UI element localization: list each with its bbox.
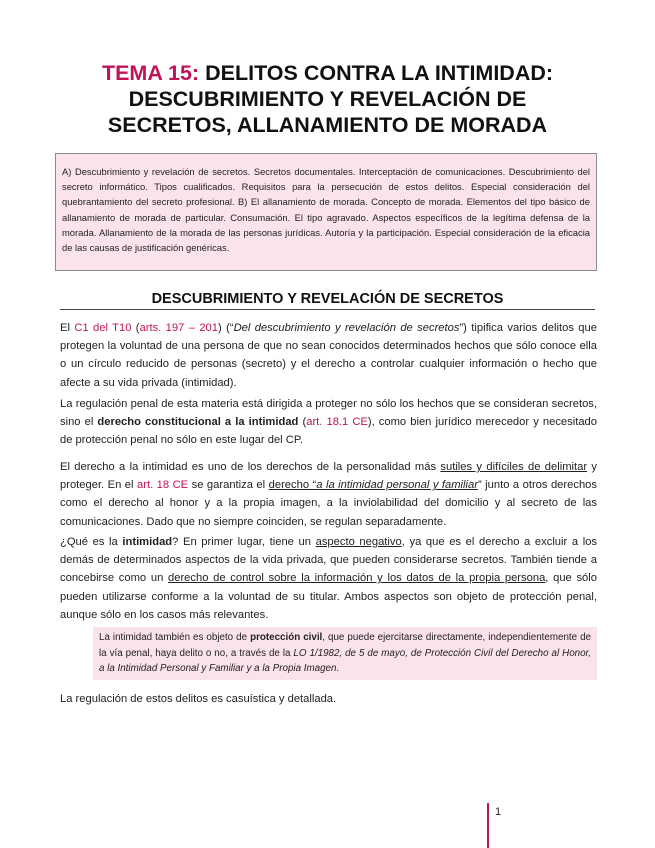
reference-chapter: C1 del T10 — [74, 322, 132, 334]
italic-phrase: a la intimidad personal y familiar — [316, 479, 478, 492]
key-term: protección civil — [250, 632, 323, 643]
page-number-rule — [487, 803, 489, 848]
page-number: 1 — [495, 806, 502, 818]
paragraph-1 — [60, 319, 597, 392]
civil-protection-note — [93, 627, 597, 680]
paragraph-3 — [60, 458, 597, 531]
underlined-phrase — [269, 479, 478, 491]
text: ( — [131, 322, 140, 334]
paragraph-5: La regulación de estos delitos es casuística y detallada. — [60, 693, 337, 705]
reference-article: art. 18 CE — [137, 479, 189, 492]
title-label: TEMA 15: — [101, 61, 200, 85]
law-citation: LO 1/1982, de 5 de mayo, de Protección Civil del Derecho al Honor, a la Intimidad Personal y Familiar y a la Propia Imagen — [99, 647, 591, 674]
title-line-3: SECRETOS, ALLANAMIENTO DE MORADA — [107, 113, 548, 137]
text: , que puede ejercitarse directamente, independientemente de la vía penal, haya delito o no, a través de la — [99, 632, 592, 659]
underlined-phrase: derecho de control sobre la información y los datos de la propia persona — [168, 572, 546, 585]
text: , que sólo pueden utilizarse conforme a la voluntad de su titular. Ambos aspectos son objeto de protección penal, aunque sólo en los casos más relevantes. — [60, 572, 597, 621]
text: La intimidad también es objeto de — [99, 632, 251, 643]
text: El derecho a la intimidad es uno de los derechos de la personalidad más — [60, 461, 441, 473]
text: ), como bien jurídico merecedor y necesitado de protección penal no sólo en este lugar del CP. — [60, 416, 597, 447]
text: derecho “ — [268, 479, 317, 492]
reference-article: art. 18.1 CE — [306, 416, 368, 429]
text: ) (“ — [218, 322, 234, 334]
text: ? En primer lugar, tiene un — [172, 536, 316, 548]
topic-summary-box: A) Descubrimiento y revelación de secretos. Secretos documentales. Interceptación de comunicaciones. Descubrimiento del secreto informático. Tipos cualificados. Requisitos para la persecución de estos delitos. Especial consideración del quebrantamiento del secreto profesional. B) El allanamiento de morada. Concepto de morada. Elementos del tipo básico de allanamiento de morada de particular. Consumación. El tipo agravado. Aspectos específicos de la legítima defensa de la morada. Allanamiento de la morada de las personas jurídicas. Autoría y la participación. Especial consideración de la eficacia de las causas de justificación genéricas. — [55, 153, 597, 271]
title-line-1: DELITOS CONTRA LA INTIMIDAD: — [205, 61, 554, 85]
underlined-phrase: aspecto negativo — [315, 536, 402, 548]
title-line-2: DESCUBRIMIENTO Y REVELACIÓN DE — [128, 87, 527, 111]
text: ( — [298, 416, 307, 429]
key-term: derecho constitucional a la intimidad — [97, 416, 299, 429]
text: El — [60, 322, 75, 334]
text: ”) tipifica varios delitos que protegen la voluntad de una persona de que no sean conocidos determinados hechos que sólo conoce ella o un círculo reducido de personas (secreto) y el derecho a controlar cualquier información o hecho que afecte a su vida privada (intimidad). — [60, 322, 597, 389]
text: . — [336, 663, 340, 674]
text: ” junto a otros derechos como el derecho al honor y a la propia imagen, a la inviolabilidad del domicilio y al secreto de las comunicaciones. Dado que no siempre coinciden, se regulan separadamente. — [60, 479, 597, 528]
underlined-phrase: sutiles y difíciles de delimitar — [440, 461, 588, 473]
paragraph-2 — [60, 395, 597, 450]
reference-articles: arts. 197 – 201 — [139, 322, 218, 334]
text: y proteger. En el — [60, 461, 598, 492]
text: se garantiza el — [188, 479, 269, 492]
document-title — [40, 60, 615, 138]
key-term: intimidad — [122, 536, 173, 548]
chapter-title-italic: Del descubrimiento y revelación de secretos — [233, 322, 460, 334]
text: , ya que es el derecho a excluir a los demás de determinados aspectos de la vida privada, que pueden considerarse secretos. También tiende a concebirse como un — [60, 536, 598, 585]
text: La regulación penal de esta materia está dirigida a proteger no sólo los hechos que se consideran secretos, sino el — [60, 398, 597, 429]
section-heading: DESCUBRIMIENTO Y REVELACIÓN DE SECRETOS — [60, 291, 595, 310]
text: ¿Qué es la — [60, 536, 123, 548]
paragraph-4 — [60, 533, 597, 624]
